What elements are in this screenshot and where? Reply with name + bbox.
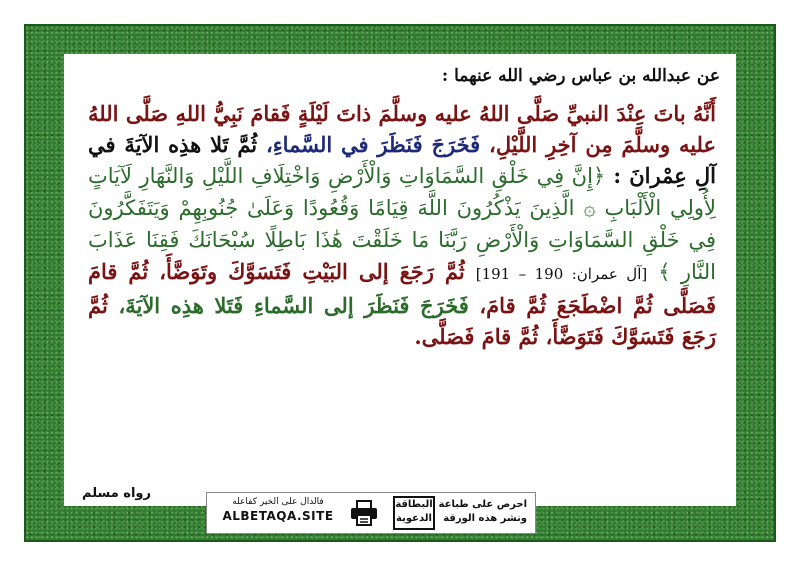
site-link[interactable]: ALBETAQA.SITE <box>222 509 334 523</box>
narrator-line: عن عبدالله بن عباس رضي الله عنهما : <box>441 66 720 86</box>
hadith-part-2: فَخَرَجَ فَنَظَرَ في السَّماءِ، <box>266 132 481 157</box>
albetaqa-logo: البطاقة الدعوية <box>393 496 435 530</box>
hadith-part-6: ثُمَّ رَجَعَ فَتَسَوَّكَ فَتَوَضَّأَ، ثُمَّ قامَ فَصَلَّى. <box>88 293 716 349</box>
quran-verse: ﴿إِنَّ فِي خَلْقِ السَّمَاوَاتِ وَالْأَرْضِ وَاخْتِلَافِ اللَّيْلِ وَالنَّهَارِ لَآيَاتٍ لِأُولِي الْأَلْبَابِ ۞ الَّذِينَ يَذْكُرُونَ اللَّهَ قِيَامًا وَقُعُودًا وَعَلَىٰ جُنُوبِهِمْ وَيَتَفَكَّرُونَ فِي خَلْقِ السَّمَاوَاتِ وَالْأَرْضِ رَبَّنَا مَا خَلَقْتَ هَٰذَا بَاطِلًا سُبْحَانَكَ فَقِنَا عَذَابَ النَّارِ ﴾ <box>88 164 717 284</box>
footer-site-block <box>213 497 343 523</box>
print-note <box>435 498 527 526</box>
print-note-line-2: ونشر هذه الورقة <box>443 513 527 524</box>
printer-icon <box>349 499 379 527</box>
hadith-part-5: فَخَرَجَ فَنَظَرَ إلى السَّماءِ فَتَلا هذِه الآيَةَ، <box>118 293 469 318</box>
hadith-part-3: ثُمَّ تَلا هذِه الآيَةَ في آلِ عِمْرانَ : <box>88 132 717 188</box>
narrated-by: رواه مسلم <box>82 486 151 501</box>
print-note-line-1: احرص على طباعة <box>438 499 527 510</box>
hadith-part-1: أَنَّهُ باتَ عِنْدَ النبيِّ صَلَّى اللهُ عليه وسلَّمَ ذاتَ لَيْلَةٍ فَقامَ نَبِيُّ اللهِ صَلَّى اللهُ عليه وسلَّمَ مِن آخِرِ اللَّيْلِ، <box>88 101 717 157</box>
hadith-text <box>88 98 716 352</box>
hadith-part-4: ثُمَّ رَجَعَ إلى البَيْتِ فَتَسَوَّكَ وتَوَضَّأَ، ثُمَّ قامَ فَصَلَّى ثُمَّ اضْطَجَعَ ثُمَّ قامَ، <box>88 259 717 318</box>
footer-tagline: فالدال على الخير كفاعله <box>232 497 324 507</box>
verse-reference: [آل عمران: 190 – 191] <box>475 265 648 283</box>
footer-banner <box>206 492 536 534</box>
